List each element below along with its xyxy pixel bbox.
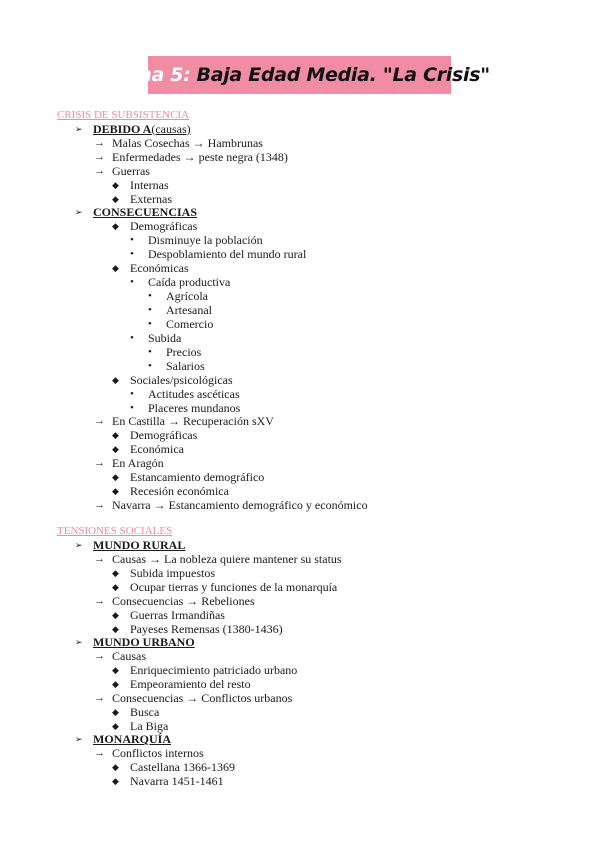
list-item-text: Sociales/psicológicas <box>130 373 233 387</box>
list-item-text: Empeoramiento del resto <box>130 677 251 691</box>
diamond-bullet-icon: ◆ <box>112 624 119 634</box>
list-item-text: Despoblamiento del mundo rural <box>148 247 307 261</box>
diamond-bullet-icon: ◆ <box>112 721 119 731</box>
diamond-bullet-icon: ◆ <box>112 707 119 717</box>
heading-mundo-rural-label: MUNDO RURAL <box>93 538 186 552</box>
list-item-text: Salarios <box>166 359 205 373</box>
arrow-right-icon: → <box>94 137 105 149</box>
dot-bullet-icon: • <box>130 234 134 246</box>
list-item-text: Demográficas <box>130 219 198 233</box>
dot-bullet-icon: • <box>130 388 134 400</box>
triangle-bullet-icon: ➢ <box>75 734 83 744</box>
dot-bullet-icon: • <box>130 402 134 414</box>
list-item-text: Causas → La nobleza quiere mantener su status <box>112 552 342 566</box>
diamond-bullet-icon: ◆ <box>112 486 119 496</box>
list-item-text: Económicas <box>130 261 189 275</box>
section-title-crisis: CRISIS DE SUBSISTENCIA <box>57 109 190 121</box>
list-item-text: Enfermedades → peste negra (1348) <box>112 150 288 164</box>
list-item-text: Causas <box>112 649 146 663</box>
diamond-bullet-icon: ◆ <box>112 762 119 772</box>
triangle-bullet-icon: ➢ <box>75 540 83 550</box>
diamond-bullet-icon: ◆ <box>112 610 119 620</box>
title-banner <box>109 56 490 94</box>
list-item-text: Conflictos internos <box>112 746 204 760</box>
title-main: Baja Edad Media. "La Crisis" <box>196 64 490 86</box>
list-item-text: Estancamiento demográfico <box>130 470 265 484</box>
heading-mundo-urbano-label: MUNDO URBANO <box>93 635 195 649</box>
list-item-text: Ocupar tierras y funciones de la monarquía <box>130 580 338 594</box>
list-item-text: Navarra → Estancamiento demográfico y económico <box>112 498 368 512</box>
arrow-right-icon: → <box>94 692 105 704</box>
list-item-text: Consecuencias → Conflictos urbanos <box>112 691 293 705</box>
list-item-text: Placeres mundanos <box>148 401 241 415</box>
heading-consecuencias-label: CONSECUENCIAS <box>93 205 198 219</box>
dot-bullet-icon: • <box>148 318 152 330</box>
dot-bullet-icon: • <box>148 304 152 316</box>
arrow-right-icon: → <box>94 595 105 607</box>
triangle-bullet-icon: ➢ <box>75 207 83 217</box>
arrow-right-icon: → <box>94 499 105 511</box>
arrow-right-icon: → <box>94 553 105 565</box>
list-item-text: Agrícola <box>166 289 208 303</box>
list-item-text: La Biga <box>130 719 169 733</box>
diamond-bullet-icon: ◆ <box>112 221 119 231</box>
list-item-text: Económica <box>130 442 184 456</box>
list-item-text: Subida <box>148 331 182 345</box>
title-prefix: Tema 5: <box>109 64 191 86</box>
list-item-text: Artesanal <box>166 303 212 317</box>
diamond-bullet-icon: ◆ <box>112 665 119 675</box>
diamond-bullet-icon: ◆ <box>112 776 119 786</box>
arrow-right-icon: → <box>94 151 105 163</box>
list-item-text: Malas Cosechas → Hambrunas <box>112 136 263 150</box>
heading-debido-note: (causas) <box>151 122 191 136</box>
diamond-bullet-icon: ◆ <box>112 582 119 592</box>
list-item-text: Externas <box>130 192 172 206</box>
list-item-text: Enriquecimiento patriciado urbano <box>130 663 298 677</box>
list-item-text: Navarra 1451-1461 <box>130 774 224 788</box>
list-item-text: Castellana 1366-1369 <box>130 760 235 774</box>
dot-bullet-icon: • <box>130 276 134 288</box>
triangle-bullet-icon: ➢ <box>75 124 83 134</box>
arrow-right-icon: → <box>94 650 105 662</box>
section-title-tensiones: TENSIONES SOCIALES <box>57 525 173 537</box>
arrow-right-icon: → <box>94 415 105 427</box>
diamond-bullet-icon: ◆ <box>112 430 119 440</box>
arrow-right-icon: → <box>94 747 105 759</box>
dot-bullet-icon: • <box>148 346 152 358</box>
dot-bullet-icon: • <box>130 332 134 344</box>
list-item-text: Subida impuestos <box>130 566 216 580</box>
arrow-right-icon: → <box>94 165 105 177</box>
list-item-text: Recesión económica <box>130 484 229 498</box>
list-item-text: Internas <box>130 178 169 192</box>
dot-bullet-icon: • <box>130 248 134 260</box>
list-item-text: En Castilla → Recuperación sXV <box>112 414 274 428</box>
diamond-bullet-icon: ◆ <box>112 568 119 578</box>
triangle-bullet-icon: ➢ <box>75 637 83 647</box>
diamond-bullet-icon: ◆ <box>112 472 119 482</box>
heading-debido-label: DEBIDO A <box>93 122 152 136</box>
list-item-text: Demográficas <box>130 428 198 442</box>
dot-bullet-icon: • <box>148 360 152 372</box>
diamond-bullet-icon: ◆ <box>112 263 119 273</box>
heading-monarquia-label: MONARQUÍA <box>93 732 171 746</box>
list-item-text: Actitudes ascéticas <box>148 387 240 401</box>
list-item-text: En Aragón <box>112 456 164 470</box>
list-item-text: Comercio <box>166 317 214 331</box>
list-item-text: Disminuye la población <box>148 233 263 247</box>
list-item-text: Precios <box>166 345 202 359</box>
diamond-bullet-icon: ◆ <box>112 375 119 385</box>
dot-bullet-icon: • <box>148 290 152 302</box>
diamond-bullet-icon: ◆ <box>112 679 119 689</box>
list-item-text: Consecuencias → Rebeliones <box>112 594 255 608</box>
list-item-text: Payeses Remensas (1380-1436) <box>130 622 283 636</box>
diamond-bullet-icon: ◆ <box>112 180 119 190</box>
list-item-text: Busca <box>130 705 160 719</box>
diamond-bullet-icon: ◆ <box>112 444 119 454</box>
list-item-text: Caída productiva <box>148 275 231 289</box>
list-item-text: Guerras <box>112 164 150 178</box>
list-item-text: Guerras Irmandiñas <box>130 608 225 622</box>
arrow-right-icon: → <box>94 457 105 469</box>
diamond-bullet-icon: ◆ <box>112 194 119 204</box>
